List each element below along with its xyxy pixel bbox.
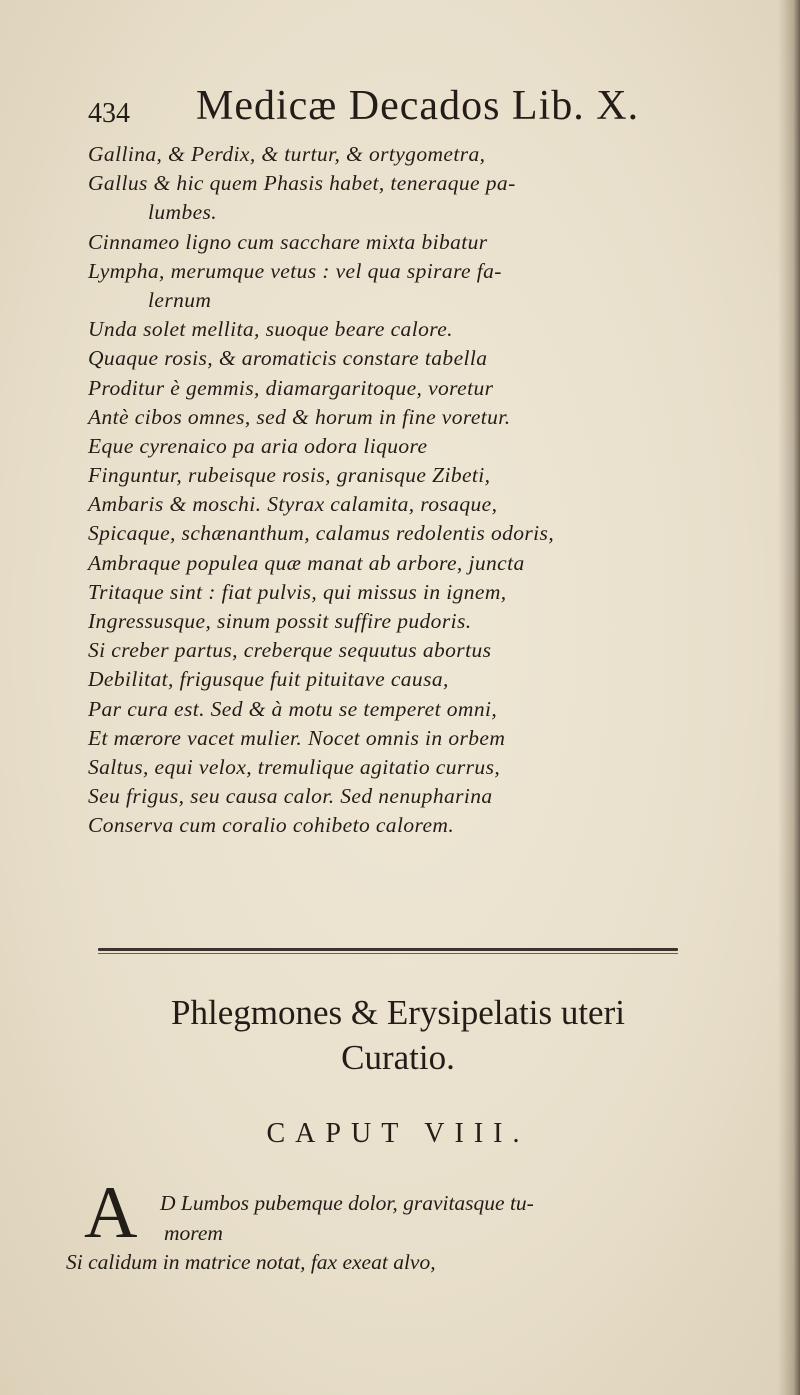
verse-line: Finguntur, rubeisque rosis, granisque Zibeti, — [88, 463, 491, 488]
verse-line: Par cura est. Sed & à motu se temperet omni, — [88, 696, 498, 721]
verse-line: Saltus, equi velox, tremulique agitatio currus, — [88, 754, 501, 779]
running-head: Medicæ Decados Lib. X. — [196, 83, 640, 129]
verse-line: Ambaris & moschi. Styrax calamita, rosaque, — [88, 492, 498, 517]
chapter-heading: CAPUT VIII. — [266, 1118, 530, 1149]
section-title-line: Curatio. — [341, 1038, 455, 1077]
verse-line: Proditur è gemmis, diamargaritoque, voretur — [88, 375, 494, 400]
opening-verse — [160, 1188, 740, 1248]
verse-line: Ingressusque, sinum possit suffire pudoris. — [88, 609, 472, 633]
verse-line: Si calidum in matrice notat, fax exeat alvo, — [66, 1250, 436, 1274]
verse-line: Tritaque sint : fiat pulvis, qui missus in ignem, — [88, 579, 507, 604]
verse-line: Cinnameo ligno cum sacchare mixta bibatur — [88, 229, 488, 254]
page-number: 434 — [88, 98, 130, 129]
verse-line: Antè cibos omnes, sed & horum in fine voretur. — [88, 404, 511, 429]
verse-line: lernum — [148, 287, 212, 312]
section-title-line: Phlegmones & Erysipelatis uteri — [171, 993, 625, 1032]
verse-line: Ambraque populea quæ manat ab arbore, juncta — [88, 550, 525, 575]
verse-line: Conserva cum coralio cohibeto calorem. — [88, 813, 455, 838]
verse-line: Spicaque, schænanthum, calamus redolentis odoris, — [88, 521, 555, 546]
section-title — [88, 990, 708, 1080]
verse-line: Seu frigus, seu causa calor. Sed nenupharina — [88, 784, 493, 809]
verse-line: Lympha, merumque vetus : vel qua spirare fa- — [88, 258, 502, 283]
verse-line: Eque cyrenaico pa aria odora liquore — [88, 433, 428, 458]
verse-line: Debilitat, frigusque fuit pituitave causa, — [88, 667, 449, 692]
verse-line: Et mærore vacet mulier. Nocet omnis in orbem — [88, 725, 506, 750]
drop-cap-initial: A — [84, 1172, 138, 1254]
verse-line: morem — [164, 1221, 223, 1245]
verse-line: lumbes. — [148, 200, 218, 225]
verse-line: D Lumbos pubemque dolor, gravitasque tu- — [160, 1191, 534, 1215]
verse-line: Gallus & hic quem Phasis habet, teneraque pa- — [88, 171, 516, 196]
verse-line: Unda solet mellita, suoque beare calore. — [88, 317, 453, 342]
verse-block — [88, 140, 748, 841]
page-header — [88, 82, 688, 142]
section-divider — [98, 948, 678, 951]
verse-line: Gallina, & Perdix, & turtur, & ortygometra, — [88, 142, 486, 166]
verse-line: Si creber partus, creberque sequutus abortus — [88, 638, 492, 663]
verse-line: Quaque rosis, & aromaticis constare tabella — [88, 346, 488, 371]
